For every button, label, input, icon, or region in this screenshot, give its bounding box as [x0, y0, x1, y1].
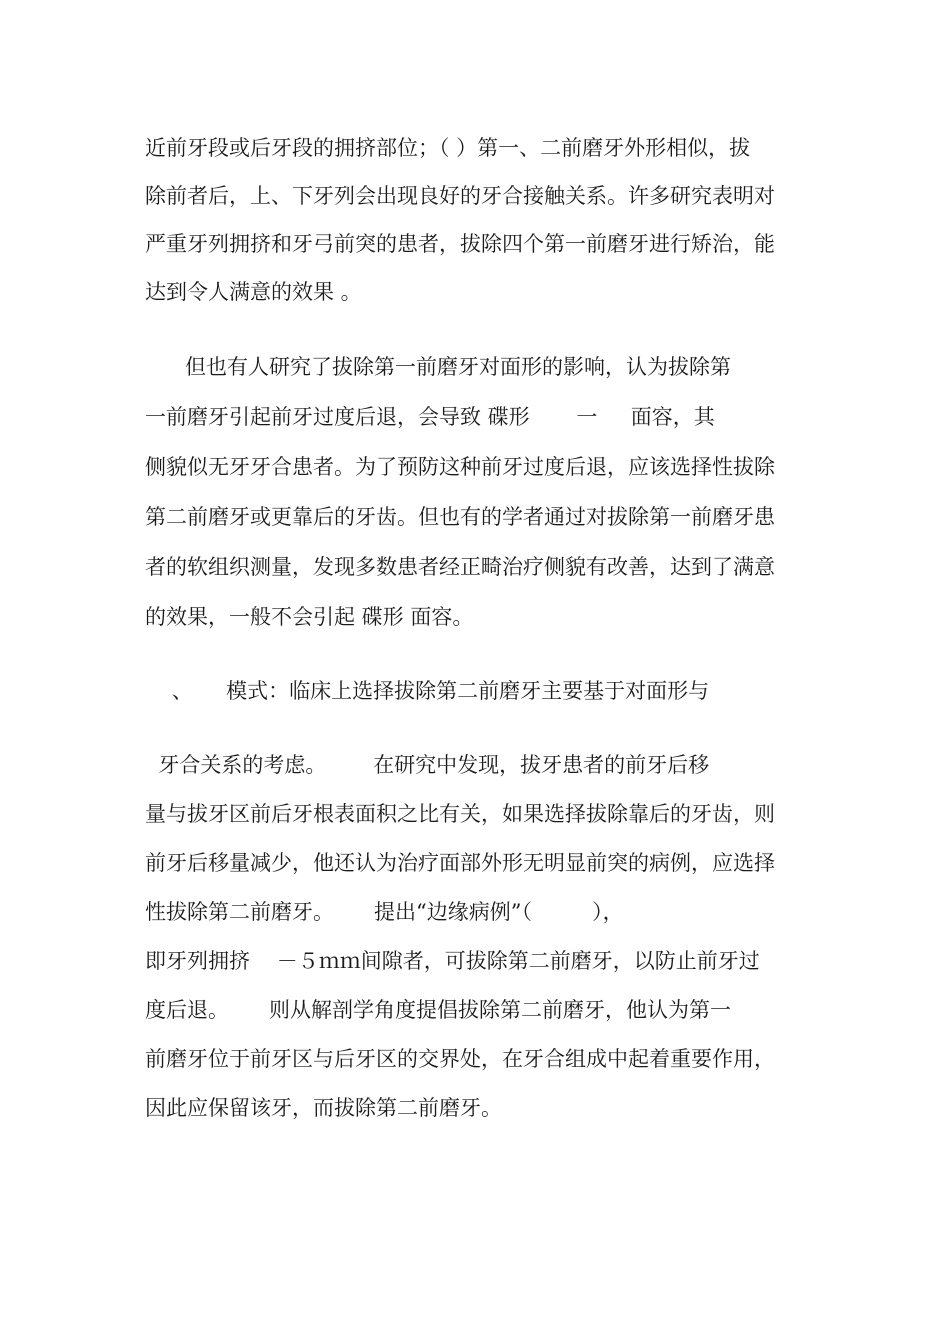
text-line: 第二前磨牙或更靠后的牙齿。但也有的学者通过对拔除第一前磨牙患 — [145, 505, 775, 529]
text-line: 除前者后，上、下牙列会出现良好的牙合接触关系。许多研究表明对 — [145, 184, 775, 208]
text-line: 牙合关系的考虑。 在研究中发现，拔牙患者的前牙后移 — [145, 753, 710, 777]
text-line: 性拔除第二前磨牙。 提出“边缘病例”（ ）， — [145, 900, 624, 924]
text-line: 因此应保留该牙，而拔除第二前磨牙。 — [145, 1096, 502, 1120]
text-line: 度后退。 则从解剖学角度提倡拔除第二前磨牙，他认为第一 — [145, 998, 732, 1022]
text-line: 达到令人满意的效果 。 — [145, 280, 362, 304]
text-line: 即牙列拥挤 －５ｍｍ间隙者，可拔除第二前磨牙，以防止前牙过 — [145, 949, 760, 973]
text-line: 但也有人研究了拔除第一前磨牙对面形的影响，认为拔除第 — [145, 355, 732, 379]
text-line: 严重牙列拥挤和牙弓前突的患者，拔除四个第一前磨牙进行矫治，能 — [145, 232, 775, 256]
text-line: 者的软组织测量，发现多数患者经正畸治疗侧貌有改善，达到了满意 — [145, 555, 775, 579]
text-line: 量与拔牙区前后牙根表面积之比有关，如果选择拔除靠后的牙齿，则 — [145, 802, 775, 826]
text-line: 前磨牙位于前牙区与后牙区的交界处，在牙合组成中起着重要作用， — [145, 1047, 775, 1071]
text-line: 、 模式：临床上选择拔除第二前磨牙主要基于对面形与 — [145, 679, 710, 703]
text-line: 侧貌似无牙牙合患者。为了预防这种前牙过度后退，应该选择性拔除 — [145, 455, 775, 479]
text-line: 一前磨牙引起前牙过度后退，会导致 碟形 一 面容，其 — [145, 405, 715, 429]
text-line: 的效果，一般不会引起 碟形 面容。 — [145, 605, 474, 629]
text-line: 近前牙段或后牙段的拥挤部位；（ ）第一、二前磨牙外形相似，拔 — [145, 136, 751, 160]
text-line: 前牙后移量减少，他还认为治疗面部外形无明显前突的病例，应选择 — [145, 851, 775, 875]
